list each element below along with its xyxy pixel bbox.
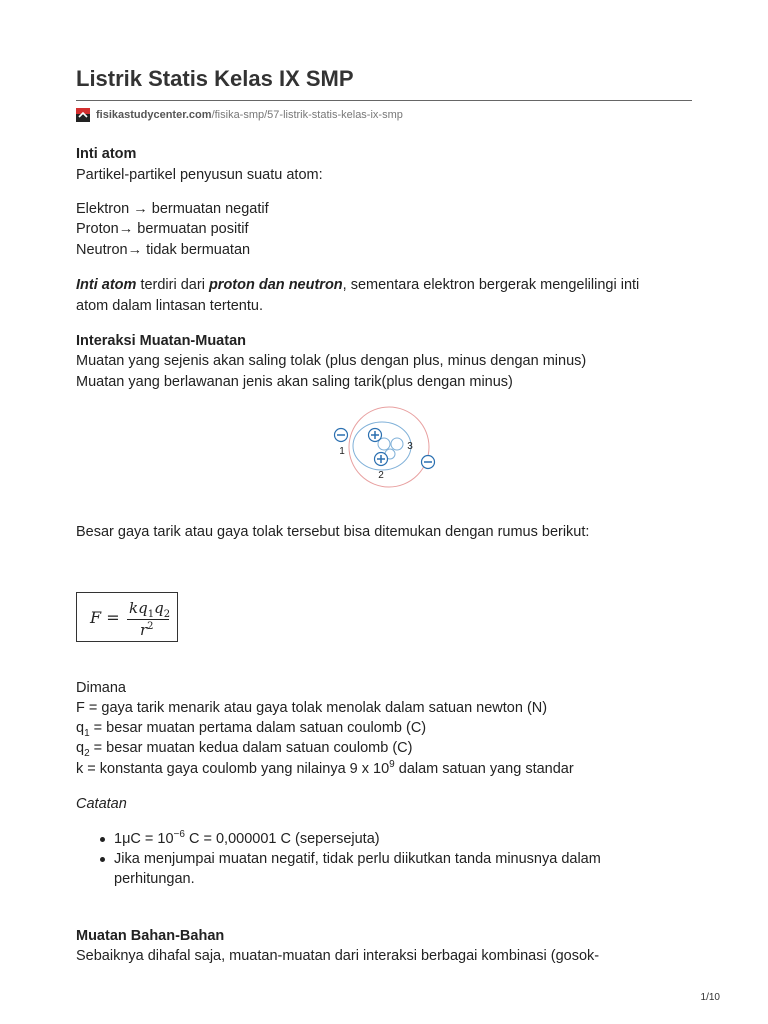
nucleus-particle [391,438,403,450]
notes-label: Catatan [76,796,127,812]
nucleus-paragraph-line1 [76,275,639,295]
note1-tail: C = 0,000001 C (sepersejuta) [184,831,380,847]
particle-proton: Proton→ bermuatan positif [76,221,249,237]
q1-subscript: 1 [84,727,90,739]
note1-text: 1μC = 10 [114,831,174,847]
formula-kq: kq [129,599,148,617]
q1-symbol: q [76,720,85,736]
page-title: Listrik Statis Kelas IX SMP [76,66,354,91]
paragraph-text: terdiri dari [136,277,209,293]
title-divider [76,100,692,101]
notes-list [76,829,601,889]
nucleus-paragraph-line2: atom dalam lintasan tertentu. [76,298,263,314]
k-text: k = konstanta gaya coulomb yang nilainya 9 x 10 [76,761,390,777]
definition-q2 [76,738,412,758]
note2-line1: Jika menjumpai muatan negatif, tidak perlu diikutkan tanda minusnya dalam [114,851,601,867]
particle-electron: Elektron → bermuatan negatif [76,201,269,217]
list-item [114,829,601,849]
note1-exponent: −6 [173,829,185,841]
diagram-label-1: 1 [339,446,345,457]
formula-q: q [154,599,164,617]
definition-k [76,759,574,779]
term-proton-neutron: proton dan neutron [208,277,343,293]
electron-charge-right [422,456,435,469]
source-domain[interactable]: fisikastudycenter.com [96,109,212,121]
section-heading-muatan-bahan: Muatan Bahan-Bahan [76,928,225,944]
term-inti-atom: Inti atom [76,277,137,293]
diagram-label-2: 2 [378,470,384,481]
note2-line2: perhitungan. [114,871,195,887]
q2-subscript: 2 [84,747,90,759]
diagram-label-3: 3 [407,441,413,452]
source-path[interactable]: /fisika-smp/57-listrik-statis-kelas-ix-smp [211,109,403,121]
k-tail: dalam satuan yang standar [394,761,574,777]
definitions-label: Dimana [76,680,126,696]
list-item [114,849,601,889]
electron-charge-left [335,429,348,442]
proton-charge-top [369,429,382,442]
formula-numerator [129,599,171,620]
paragraph-text: , sementara elektron bergerak mengelilingi inti [342,277,640,293]
particles-intro: Partikel-partikel penyusun suatu atom: [76,167,323,183]
formula-sub-2: 2 [163,609,171,620]
section-heading-interaksi: Interaksi Muatan-Muatan [76,333,246,349]
q2-symbol: q [76,740,85,756]
document-page [76,0,692,1024]
atom-diagram [332,404,442,490]
fraction-bar [127,619,169,620]
formula-intro: Besar gaya tarik atau gaya tolak tersebut bisa ditemukan dengan rumus berikut: [76,524,590,540]
definition-f: F = gaya tarik menarik atau gaya tolak menolak dalam satuan newton (N) [76,700,548,716]
source-link[interactable] [76,108,403,122]
interaction-rule-repel: Muatan yang sejenis akan saling tolak (plus dengan plus, minus dengan minus) [76,353,587,369]
proton-charge-bottom [375,453,388,466]
formula-r: r [140,621,148,639]
coulomb-formula [76,592,178,642]
q2-text: = besar muatan kedua dalam satuan coulomb (C) [89,740,413,756]
formula-sub-1: 1 [147,609,155,620]
definition-q1 [76,718,426,738]
formula-sup-2: 2 [147,621,154,632]
section-heading-inti-atom: Inti atom [76,146,137,162]
formula-lhs: F = [90,608,120,627]
section3-text: Sebaiknya dihafal saja, muatan-muatan dari interaksi berbagai kombinasi (gosok- [76,948,600,964]
page-number: 1/10 [700,992,720,1003]
particle-neutron: Neutron→ tidak bermuatan [76,242,251,258]
site-favicon-icon [76,108,90,122]
k-exponent: 9 [389,759,395,771]
q1-text: = besar muatan pertama dalam satuan coulomb (C) [89,720,427,736]
interaction-rule-attract: Muatan yang berlawanan jenis akan saling tarik(plus dengan minus) [76,374,513,390]
formula-denominator [140,621,154,639]
